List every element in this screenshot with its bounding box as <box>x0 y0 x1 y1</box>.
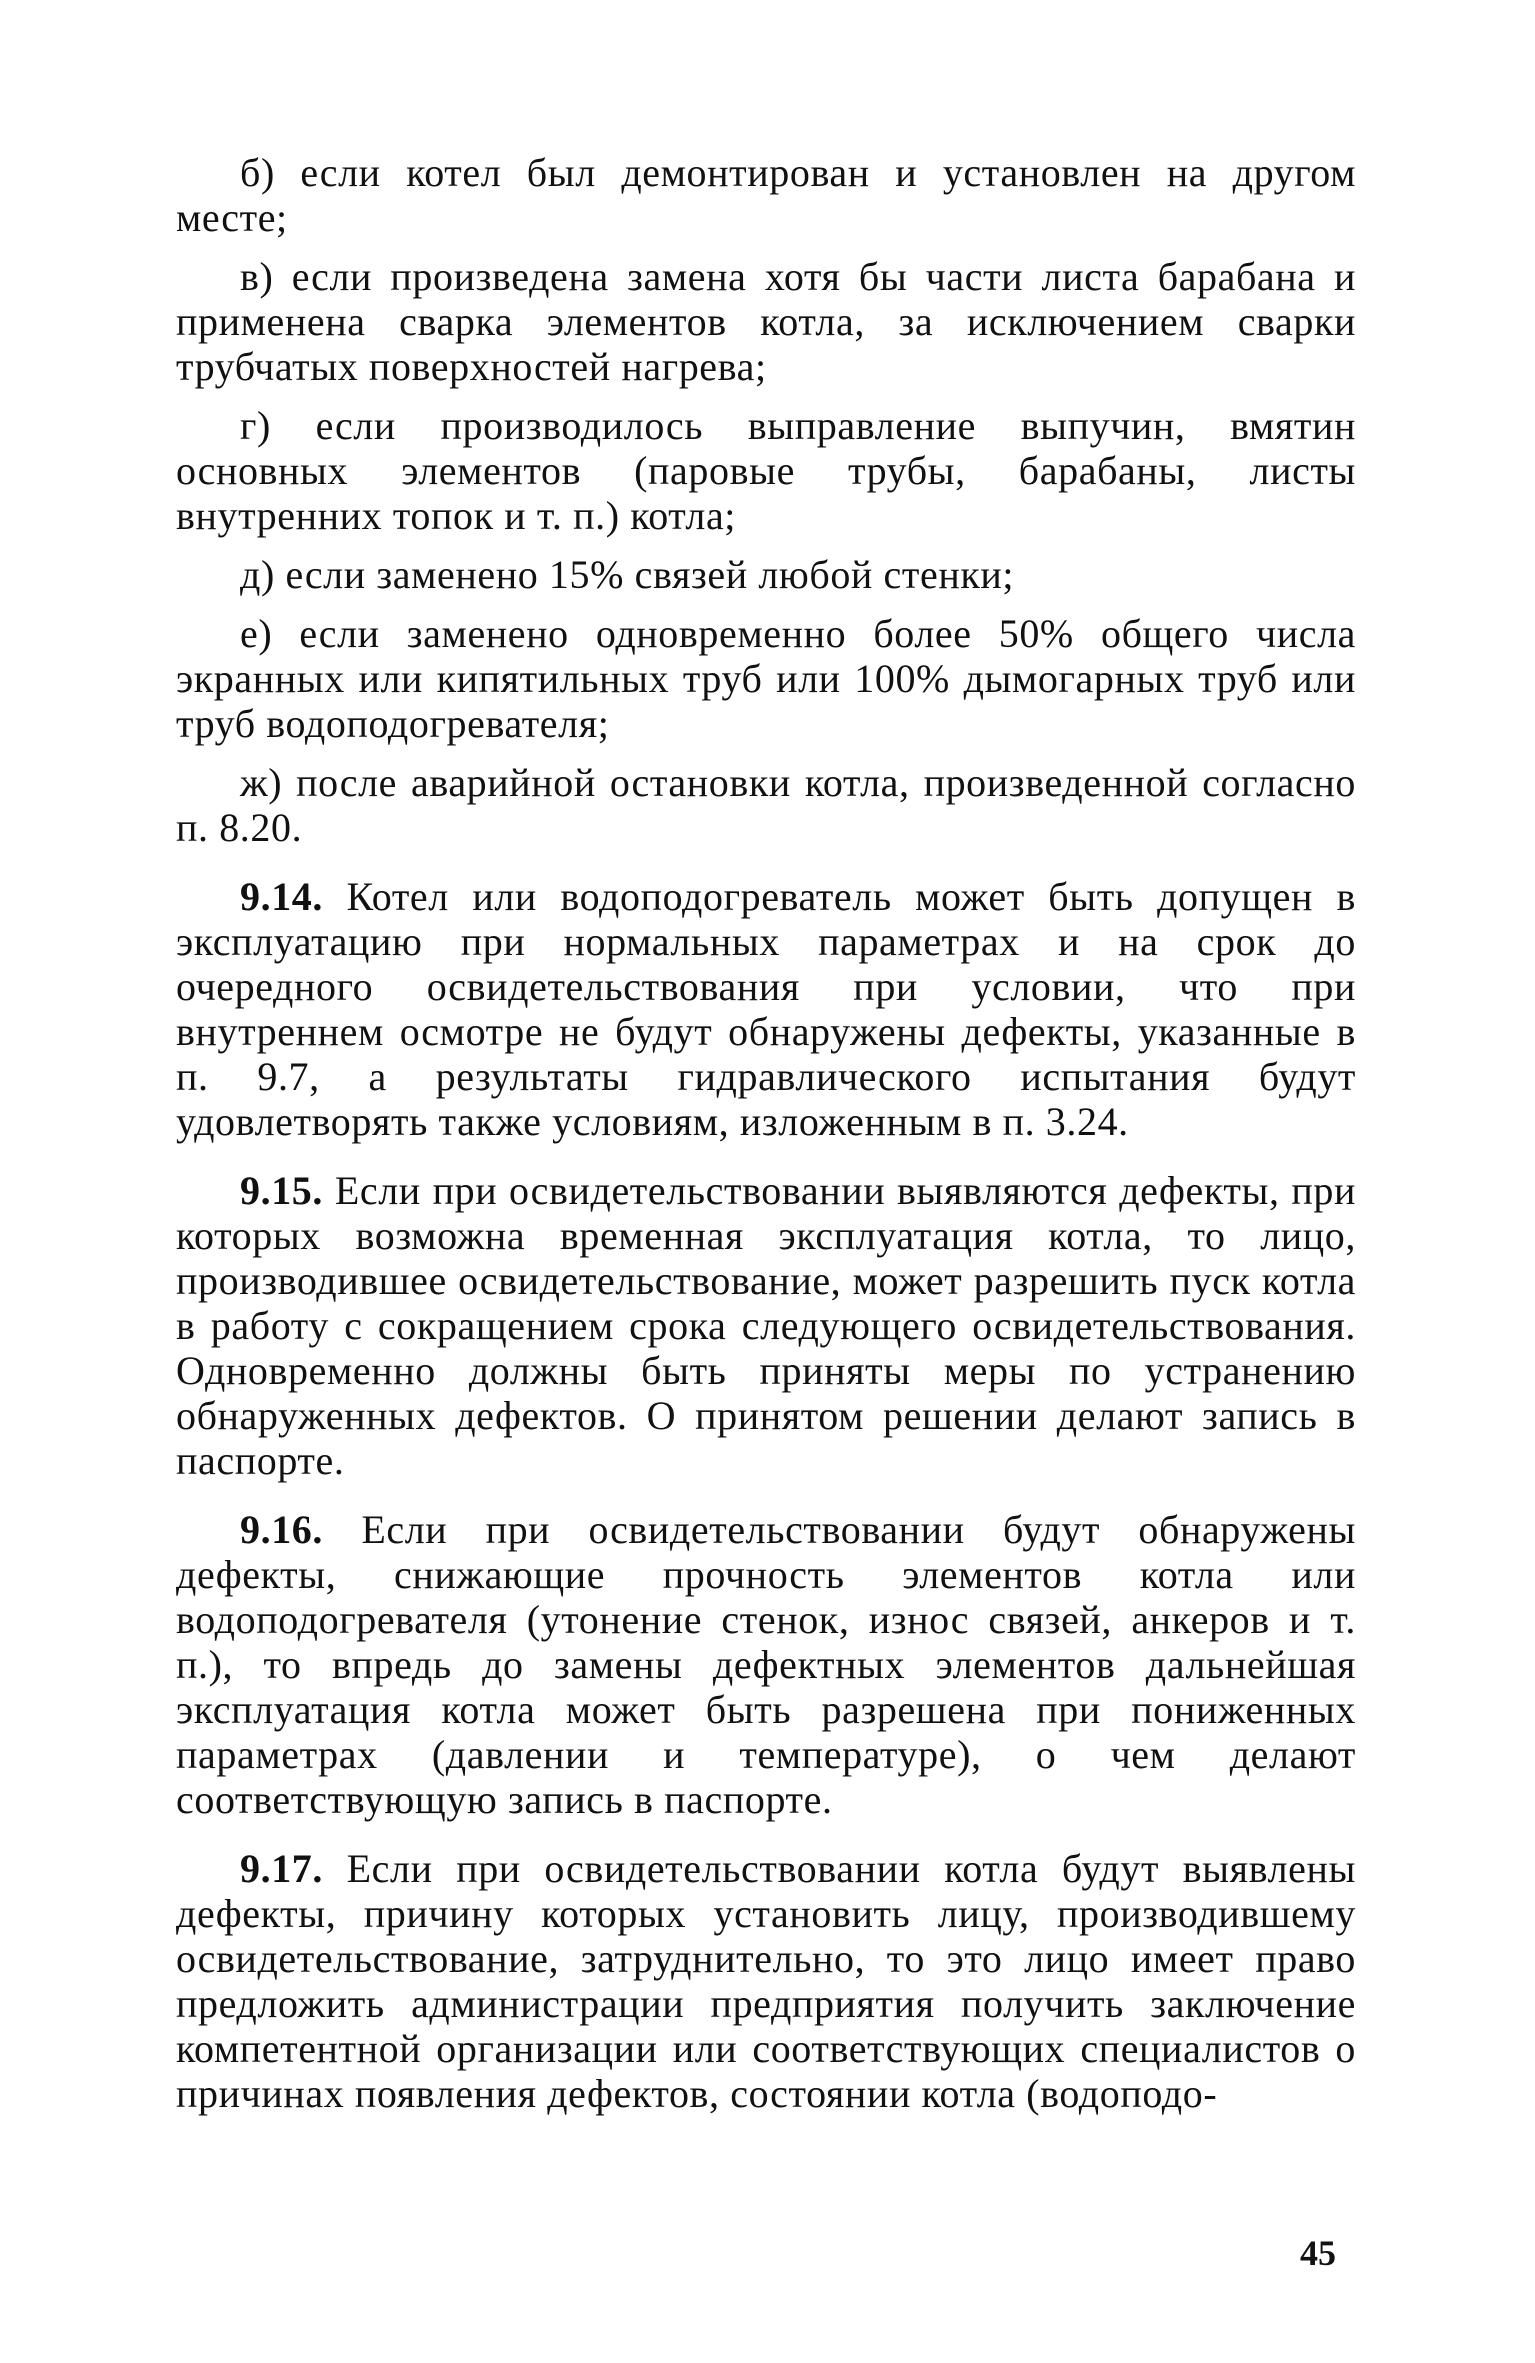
section-9-17 <box>176 1846 1356 2116</box>
section-9-14 <box>176 874 1356 1144</box>
list-item-g: г) если производилось выправление выпучин, вмятин основных элементов (паровые трубы, барабаны, листы внутренних топок и т. п.) котла; <box>176 403 1356 538</box>
section-text: Котел или водоподогреватель может быть допущен в эксплуатацию при нормальных параметрах и на срок до очередного освидетельствования при условии, что при внутреннем осмотре не будут обнаружены дефекты, указанные в п. 9.7, а результаты гидравлического испытания будут удовлетворять также условиям, изложенным в п. 3.24. <box>176 874 1356 1144</box>
section-number: 9.17. <box>240 1846 323 1891</box>
section-number: 9.14. <box>240 874 323 919</box>
list-item-zh: ж) после аварийной остановки котла, произведенной согласно п. 8.20. <box>176 760 1356 850</box>
list-item-d: д) если заменено 15% связей любой стенки; <box>240 552 1015 597</box>
page-number: 45 <box>1300 2233 1336 2273</box>
section-number: 9.16. <box>240 1507 323 1552</box>
section-number: 9.15. <box>240 1168 323 1213</box>
section-text: Если при освидетельствовании будут обнаружены дефекты, снижающие прочность элементов котла или водоподогревателя (утонение стенок, износ связей, анкеров и т. п.), то впредь до замены дефектных элементов дальнейшая эксплуатация котла может быть разрешена при пониженных параметрах (давлении и температуре), о чем делают соответствующую запись в паспорте. <box>176 1507 1356 1822</box>
section-text: Если при освидетельствовании котла будут выявлены дефекты, причину которых установить лицу, производившему освидетельствование, затруднительно, то это лицо имеет право предложить администрации предприятия получить заключение компетентной организации или соответствующих специалистов о причинах появления дефектов, состоянии котла (водоподо- <box>176 1846 1356 2116</box>
section-9-16 <box>176 1507 1356 1822</box>
section-9-15 <box>176 1168 1356 1483</box>
list-item-v: в) если произведена замена хотя бы части листа барабана и применена сварка элементов котла, за исключением сварки трубчатых поверхностей нагрева; <box>176 254 1356 389</box>
section-text: Если при освидетельствовании выявляются дефекты, при которых возможна временная эксплуатация котла, то лицо, производившее освидетельствование, может разрешить пуск котла в работу с сокращением срока следующего освидетельствования. Одновременно должны быть приняты меры по устранению обнаруженных дефектов. О принятом решении делают запись в паспорте. <box>176 1168 1356 1483</box>
page-body <box>176 150 1356 2130</box>
list-item-e: е) если заменено одновременно более 50% общего числа экранных или кипятильных труб или 100% дымогарных труб или труб водоподогревателя; <box>176 611 1356 746</box>
list-item-b: б) если котел был демонтирован и установлен на другом месте; <box>176 150 1356 240</box>
